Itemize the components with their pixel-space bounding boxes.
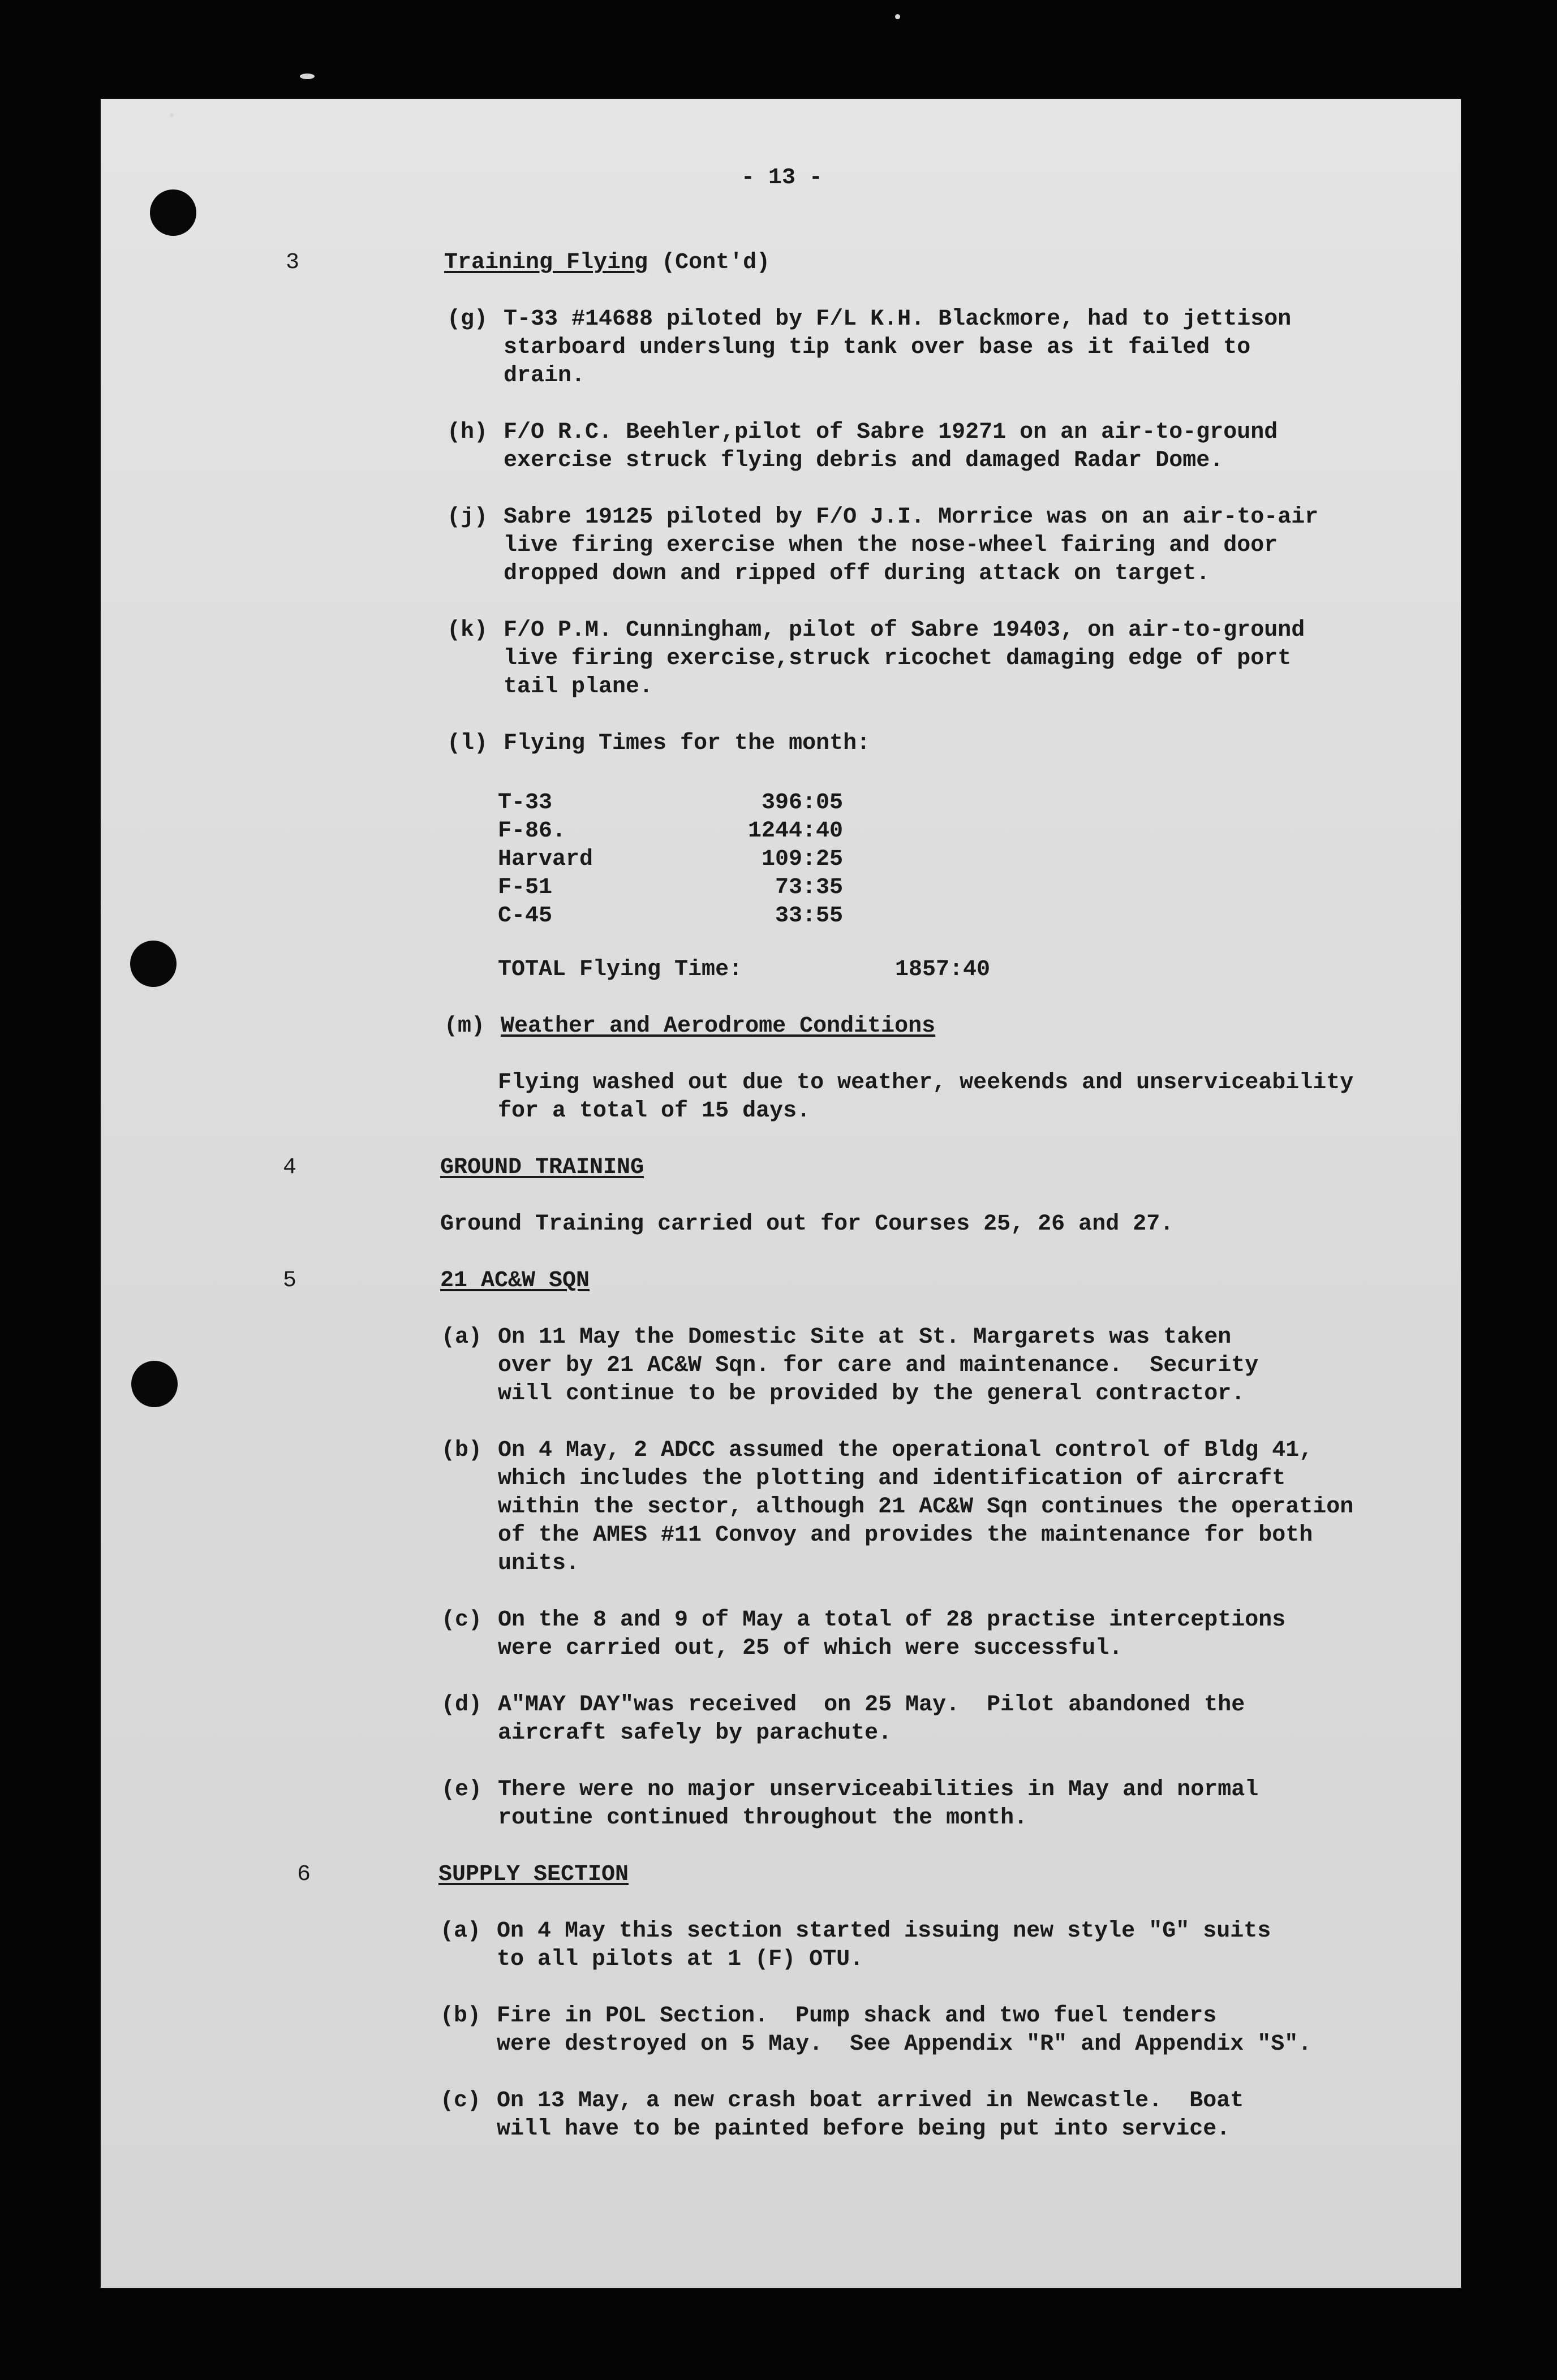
- ground-training-text: Ground Training carried out for Courses 25, 26 and 27.: [440, 1211, 1174, 1237]
- binder-hole-middle: [130, 941, 177, 987]
- item-label: (l): [447, 731, 488, 756]
- aircraft-type: C-45: [498, 903, 553, 929]
- item-label: (b): [440, 2003, 481, 2029]
- item-text: There were no major unserviceabilities in May and normal routine continued throughout the month.: [498, 1777, 1259, 1831]
- section-heading: GROUND TRAINING: [440, 1155, 644, 1180]
- total-flying-value: 1857:40: [895, 957, 991, 982]
- item-text: On 11 May the Domestic Site at St. Margarets was taken over by 21 AC&W Sqn. for care and maintenance. Security will continue to be provided by the general contractor.: [498, 1325, 1259, 1407]
- item-label: (d): [441, 1692, 483, 1718]
- aircraft-type: F-86.: [498, 818, 566, 844]
- item-label: (b): [441, 1438, 483, 1463]
- item-label: (j): [447, 505, 488, 530]
- section-number: 4: [283, 1155, 297, 1180]
- scan-speck: [300, 74, 315, 79]
- item-label: (g): [447, 307, 488, 332]
- section-number: 5: [283, 1268, 297, 1294]
- item-label: (a): [441, 1325, 483, 1350]
- scan-speck: [895, 14, 900, 19]
- item-text: On 4 May, 2 ADCC assumed the operational control of Bldg 41, which includes the plotting and identification of aircraft within the sector, although 21 AC&W Sqn continues the operation of the AMES #11 Convoy and provides the maintenance for both units.: [498, 1438, 1354, 1576]
- item-text: Sabre 19125 piloted by F/O J.I. Morrice was on an air-to-air live firing exercise when the nose-wheel fairing and door dropped down and ripped off during attack on target.: [504, 505, 1319, 587]
- section-number: 3: [286, 250, 300, 275]
- flight-time: 1244:40: [747, 818, 843, 844]
- subsection-heading: Weather and Aerodrome Conditions: [501, 1014, 936, 1039]
- binder-hole-top: [150, 189, 196, 236]
- section-heading-suffix: (Cont'd): [648, 250, 771, 275]
- total-flying-label: TOTAL Flying Time:: [498, 957, 743, 982]
- item-text: On 4 May this section started issuing new style "G" suits to all pilots at 1 (F) OTU.: [497, 1918, 1271, 1972]
- item-label: (a): [440, 1918, 481, 1944]
- aircraft-type: F-51: [498, 875, 553, 900]
- aircraft-type: Harvard: [498, 847, 593, 872]
- flight-time: 73:35: [775, 875, 843, 900]
- flight-time: 109:25: [761, 847, 843, 872]
- binder-hole-bottom: [131, 1361, 178, 1407]
- weather-text: Flying washed out due to weather, weekends and unserviceability for a total of 15 days.: [498, 1070, 1354, 1124]
- item-text: A"MAY DAY"was received on 25 May. Pilot abandoned the aircraft safely by parachute.: [498, 1692, 1245, 1746]
- scan-speck: [170, 113, 174, 117]
- item-text: Flying Times for the month:: [504, 731, 871, 756]
- page-number: - 13 -: [741, 165, 823, 191]
- section-heading: 21 AC&W SQN: [440, 1268, 590, 1294]
- item-text: F/O P.M. Cunningham, pilot of Sabre 19403, on air-to-ground live firing exercise,struck ricochet damaging edge of port tail plane.: [504, 618, 1305, 700]
- item-label: (k): [447, 618, 488, 643]
- item-label: (c): [441, 1607, 483, 1633]
- item-text: T-33 #14688 piloted by F/L K.H. Blackmore, had to jettison starboard underslung tip tank over base as it failed to drain.: [504, 307, 1292, 389]
- section-heading: [444, 249, 770, 277]
- section-number: 6: [297, 1862, 311, 1887]
- item-text: F/O R.C. Beehler,pilot of Sabre 19271 on an air-to-ground exercise struck flying debris and damaged Radar Dome.: [504, 420, 1278, 473]
- flight-time: 396:05: [761, 790, 843, 816]
- item-label: (e): [441, 1777, 483, 1803]
- item-label: (h): [447, 420, 488, 445]
- item-label: (c): [440, 2088, 481, 2114]
- item-label: (m): [444, 1014, 485, 1039]
- item-text: Fire in POL Section. Pump shack and two fuel tenders were destroyed on 5 May. See Appendix "R" and Appendix "S".: [497, 2003, 1312, 2057]
- section-heading-text: Training Flying: [444, 250, 648, 275]
- section-heading: SUPPLY SECTION: [438, 1862, 629, 1887]
- aircraft-type: T-33: [498, 790, 553, 816]
- item-text: On 13 May, a new crash boat arrived in Newcastle. Boat will have to be painted before being put into service.: [497, 2088, 1244, 2142]
- item-text: On the 8 and 9 of May a total of 28 practise interceptions were carried out, 25 of which were successful.: [498, 1607, 1286, 1661]
- flight-time: 33:55: [775, 903, 843, 929]
